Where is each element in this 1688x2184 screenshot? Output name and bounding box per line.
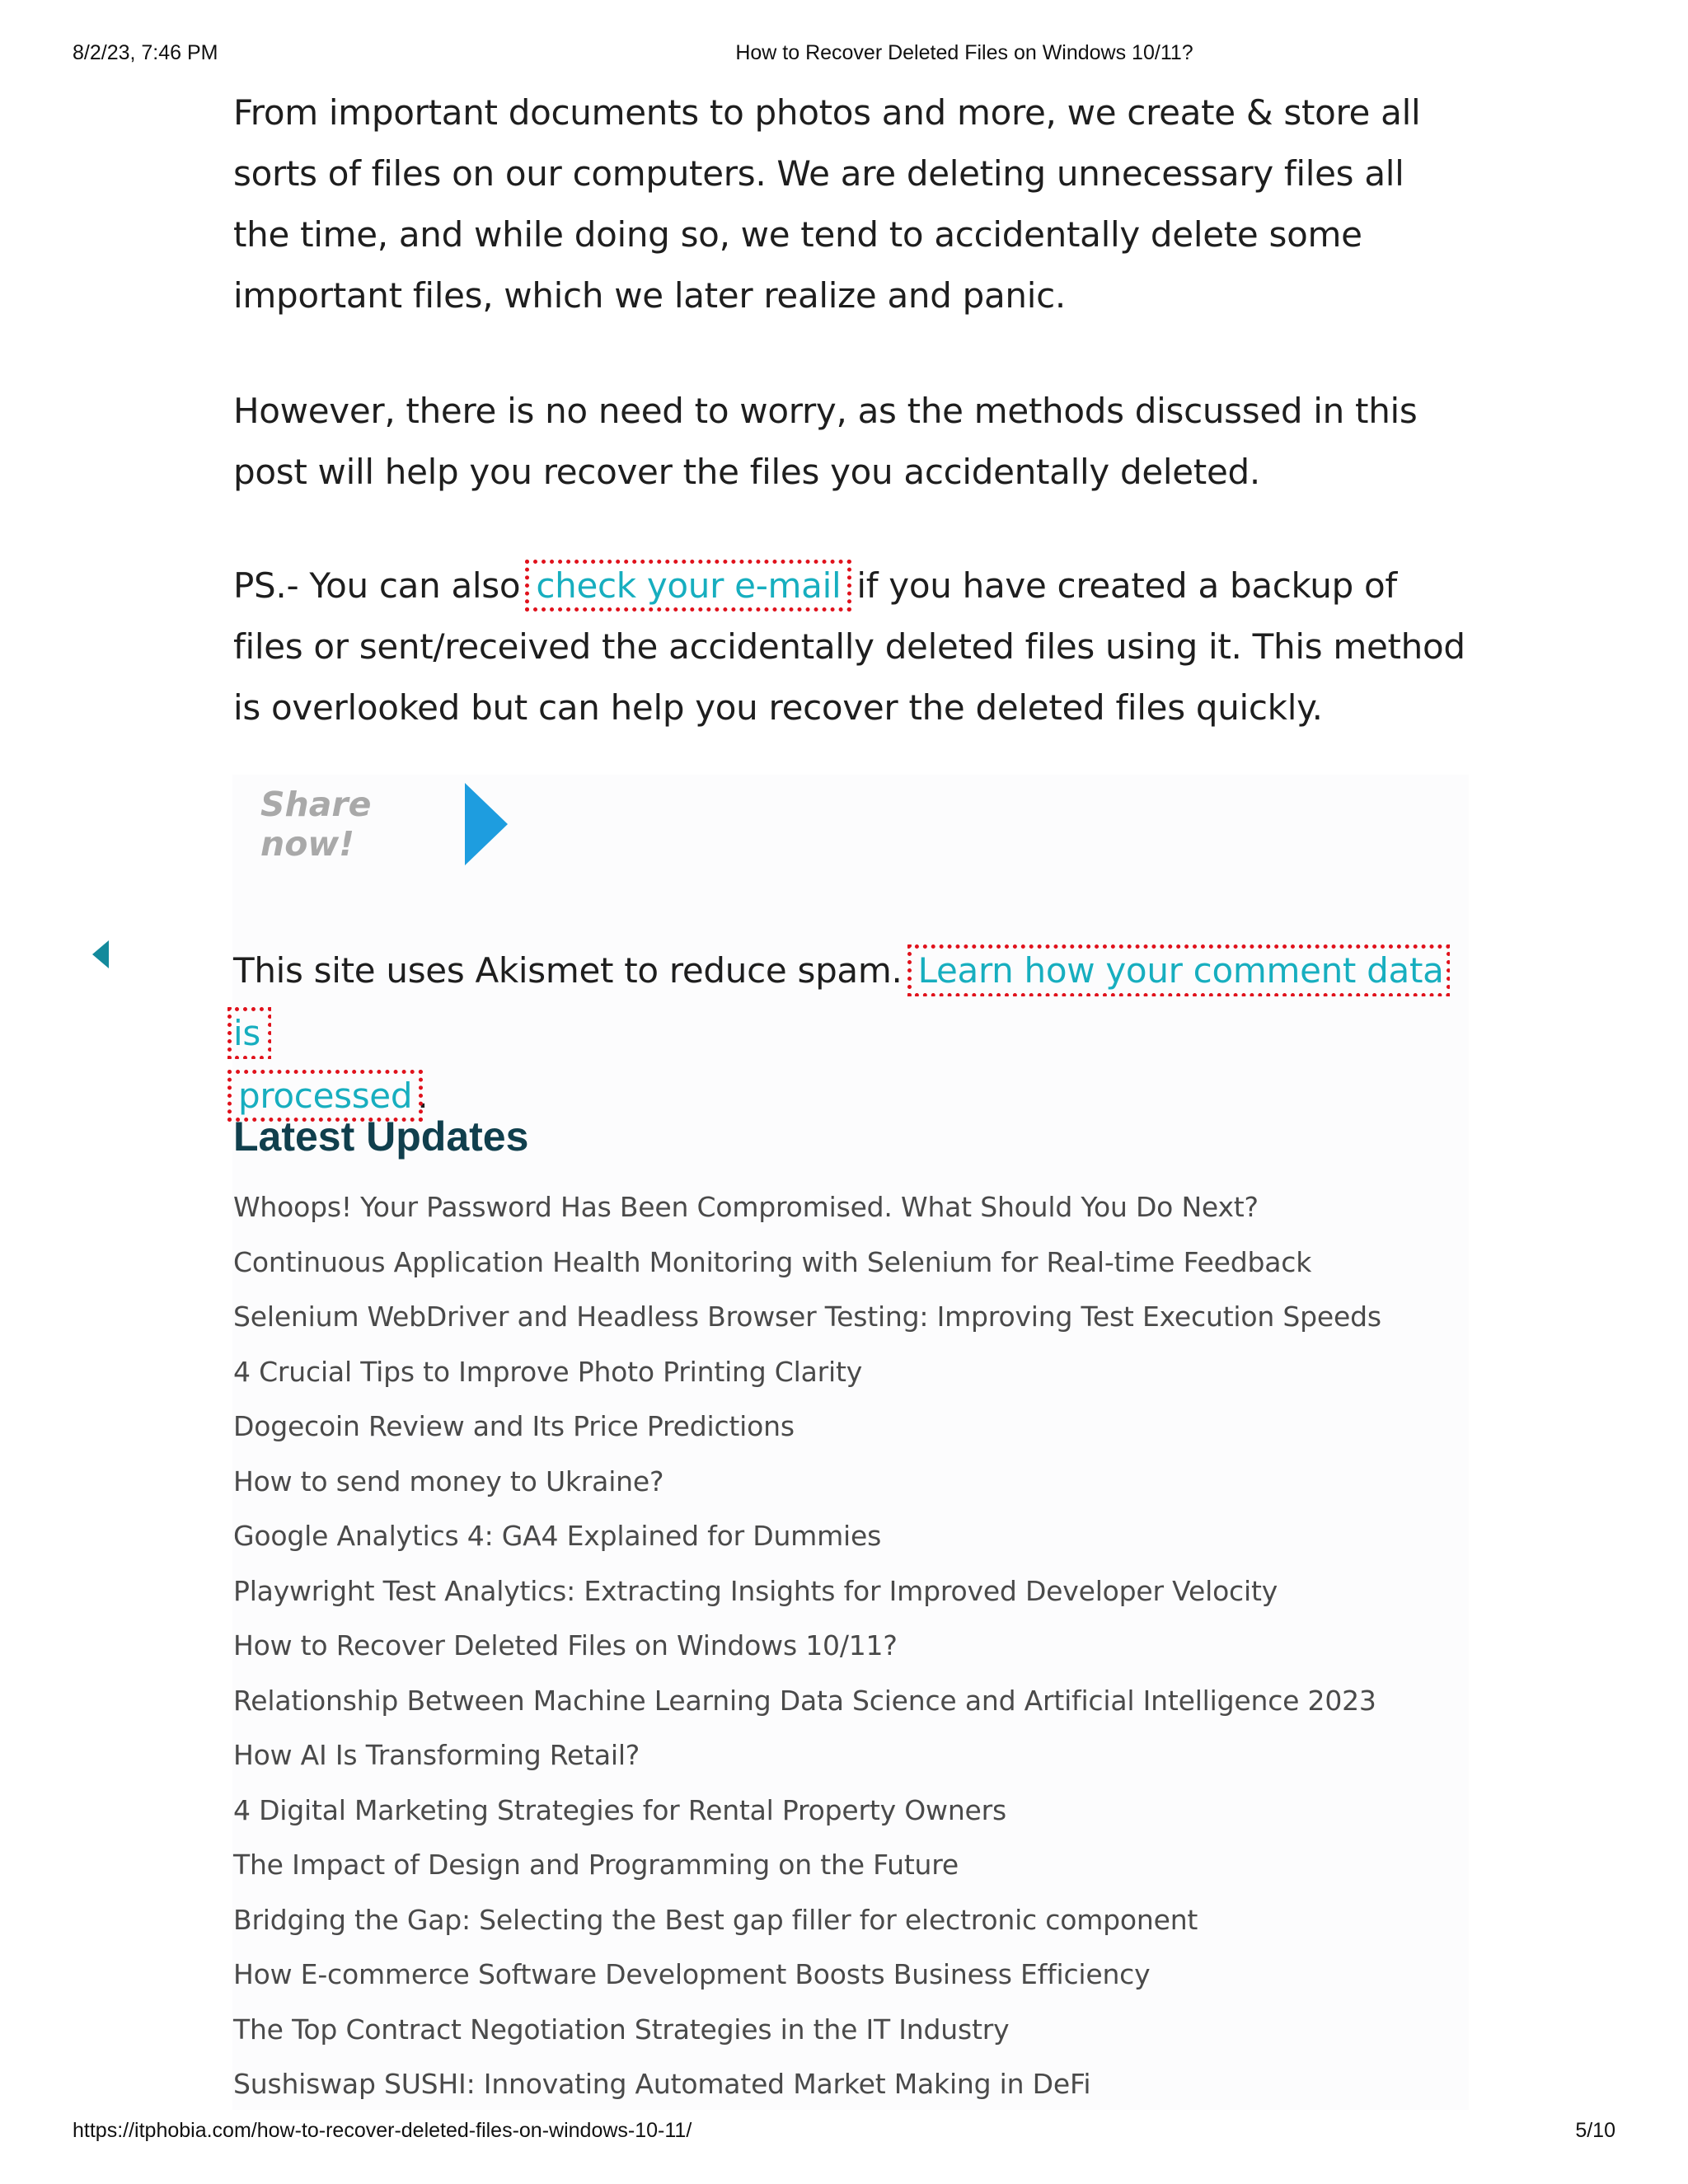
latest-update-link[interactable]: Sushiswap SUSHI: Innovating Automated Market Making in DeFi [233, 2068, 1091, 2100]
akismet-text: This site uses Akismet to reduce spam. [233, 950, 903, 991]
latest-update-link[interactable]: Bridging the Gap: Selecting the Best gap filler for electronic component [233, 1903, 1198, 1936]
print-page-number: 5/10 [1575, 2119, 1615, 2142]
comment-data-link-line-1[interactable]: Learn how your comment data is [233, 950, 1444, 1053]
print-header [0, 41, 1688, 68]
latest-update-link[interactable]: How to Recover Deleted Files on Windows 10/11? [233, 1629, 898, 1661]
comment-data-link-line-2[interactable]: processed [233, 1076, 417, 1116]
latest-update-link[interactable]: Whoops! Your Password Has Been Compromised. What Should You Do Next? [233, 1191, 1259, 1223]
latest-update-link[interactable]: How to send money to Ukraine? [233, 1465, 664, 1497]
latest-update-link[interactable]: Continuous Application Health Monitoring with Selenium for Real-time Feedback [233, 1245, 1312, 1278]
article-paragraph-1: From important documents to photos and more, we create & store all sorts of files on our computers. We are deleting unnecessary files all the time, and while doing so, we tend to accidentally delete some important files, which we later realize and panic. [233, 92, 1421, 316]
latest-update-link[interactable]: Relationship Between Machine Learning Data Science and Artificial Intelligence 2023 [233, 1684, 1376, 1717]
paragraph-3-tail: if you have created a backup of files or sent/received the accidentally deleted files using it. This method is overlooked but can help you recover the deleted files quickly. [233, 565, 1465, 728]
latest-update-link[interactable]: The Impact of Design and Programming on the Future [233, 1849, 959, 1881]
print-datetime: 8/2/23, 7:46 PM [73, 41, 218, 64]
share-label: Share now! [260, 785, 372, 864]
latest-updates-list [233, 1187, 1381, 2119]
share-arrow-icon [465, 783, 508, 865]
latest-update-link[interactable]: Google Analytics 4: GA4 Explained for Dummies [233, 1520, 882, 1552]
print-page-title: How to Recover Deleted Files on Windows 10/11? [735, 41, 1193, 64]
akismet-period: . [417, 1076, 429, 1116]
latest-update-link[interactable]: Dogecoin Review and Its Price Predictions [233, 1410, 795, 1442]
collapse-arrow-icon[interactable] [92, 940, 109, 968]
latest-update-link[interactable]: 4 Crucial Tips to Improve Photo Printing Clarity [233, 1355, 863, 1388]
latest-update-link[interactable]: 4 Digital Marketing Strategies for Rental Property Owners [233, 1793, 1006, 1826]
latest-update-link[interactable]: Playwright Test Analytics: Extracting Insights for Improved Developer Velocity [233, 1574, 1278, 1607]
latest-update-link[interactable]: Selenium WebDriver and Headless Browser Testing: Improving Test Execution Speeds [233, 1301, 1381, 1333]
print-url: https://itphobia.com/how-to-recover-deleted-files-on-windows-10-11/ [73, 2119, 692, 2142]
check-email-link[interactable]: check your e-mail [531, 565, 846, 606]
article-paragraph-3 [233, 555, 1470, 738]
latest-updates-heading: Latest Updates [233, 1113, 529, 1160]
latest-update-link[interactable]: How E-commerce Software Development Boosts Business Efficiency [233, 1958, 1151, 1990]
share-now-button[interactable] [244, 775, 508, 874]
print-footer [0, 2119, 1688, 2145]
latest-update-link[interactable]: How AI Is Transforming Retail? [233, 1739, 640, 1771]
article-paragraph-2: However, there is no need to worry, as the methods discussed in this post will help you recover the files you accidentally deleted. [233, 391, 1418, 492]
akismet-notice [233, 940, 1470, 1127]
latest-update-link[interactable]: The Top Contract Negotiation Strategies in the IT Industry [233, 2013, 1010, 2046]
paragraph-3-lead: PS.- You can also [233, 565, 521, 606]
